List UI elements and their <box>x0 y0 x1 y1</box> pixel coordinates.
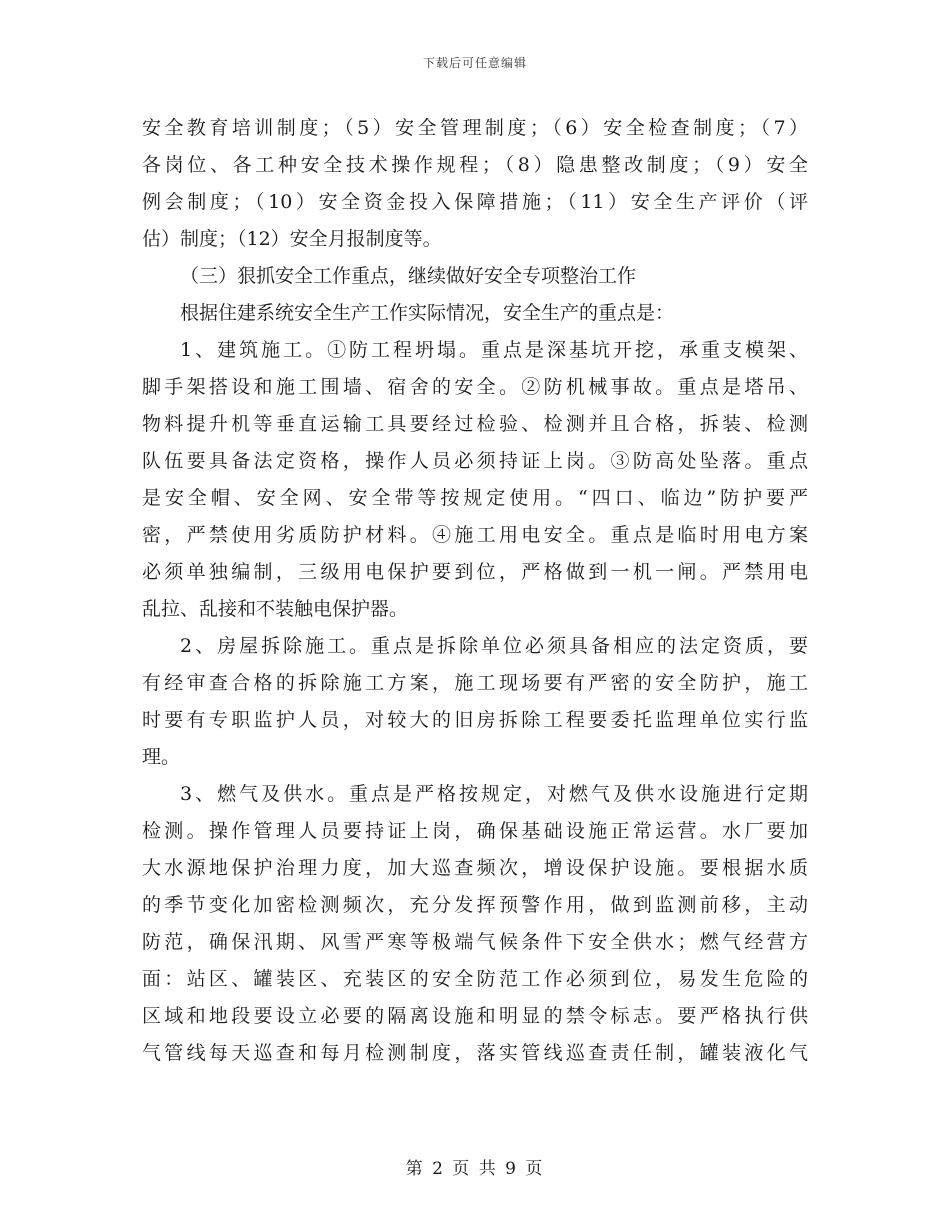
text-line: 脚手架搭设和施工围墙、宿舍的安全。②防机械事故。重点是塔吊、 <box>142 376 808 398</box>
text-line: 防范，确保汛期、风雪严寒等极端气候条件下安全供水；燃气经营方 <box>142 931 808 953</box>
text-line: 理。 <box>142 746 181 768</box>
text-line: 估）制度；（12）安全月报制度等。 <box>142 228 442 250</box>
text-line: 各岗位、各工种安全技术操作规程；（8）隐患整改制度；（9）安全 <box>142 154 808 176</box>
text-line: 面：站区、罐装区、充装区的安全防范工作必须到位，易发生危险的 <box>142 968 808 990</box>
text-line: 3、燃气及供水。重点是严格按规定，对燃气及供水设施进行定期 <box>180 783 808 805</box>
section-heading: （三）狠抓安全工作重点，继续做好安全专项整治工作 <box>180 265 637 287</box>
text-line: 必须单独编制，三级用电保护要到位，严格做到一机一闸。严禁用电 <box>142 561 808 583</box>
text-line: 区域和地段要设立必要的隔离设施和明显的禁令标志。要严格执行供 <box>142 1005 808 1027</box>
page-number-footer: 第 2 页 共 9 页 <box>405 1159 545 1179</box>
text-line: 队伍要具备法定资格，操作人员必须持证上岗。③防高处坠落。重点 <box>142 450 808 472</box>
text-line: 密，严禁使用劣质防护材料。④施工用电安全。重点是临时用电方案 <box>142 524 808 546</box>
text-line: 气管线每天巡查和每月检测制度，落实管线巡查责任制，罐装液化气 <box>142 1042 808 1064</box>
text-line: 的季节变化加密检测频次，充分发挥预警作用，做到监测前移，主动 <box>142 894 808 916</box>
text-line: 有经审查合格的拆除施工方案，施工现场要有严密的安全防护，施工 <box>142 672 808 694</box>
text-line: 乱拉、乱接和不装触电保护器。 <box>142 598 409 620</box>
text-line: 安全教育培训制度；（5）安全管理制度；（6）安全检查制度；（7） <box>142 117 808 139</box>
text-line: 根据住建系统安全生产工作实际情况，安全生产的重点是： <box>180 302 675 324</box>
text-line: 物料提升机等垂直运输工具要经过检验、检测并且合格，拆装、检测 <box>142 413 808 435</box>
text-line: 2、房屋拆除施工。重点是拆除单位必须具备相应的法定资质，要 <box>180 635 808 657</box>
text-line: 例会制度；（10）安全资金投入保障措施；（11）安全生产评价（评 <box>142 191 808 213</box>
document-body <box>142 110 808 1072</box>
text-line: 时要有专职监护人员，对较大的旧房拆除工程要委托监理单位实行监 <box>142 709 808 731</box>
text-line: 检测。操作管理人员要持证上岗，确保基础设施正常运营。水厂要加 <box>142 820 808 842</box>
text-line: 1、建筑施工。①防工程坍塌。重点是深基坑开挖，承重支模架、 <box>180 339 808 361</box>
page-header: 下载后可任意编辑 <box>422 56 527 70</box>
text-line: 大水源地保护治理力度，加大巡查频次，增设保护设施。要根据水质 <box>142 857 808 879</box>
text-line: 是安全帽、安全网、安全带等按规定使用。“四口、临边”防护要严 <box>142 487 808 509</box>
